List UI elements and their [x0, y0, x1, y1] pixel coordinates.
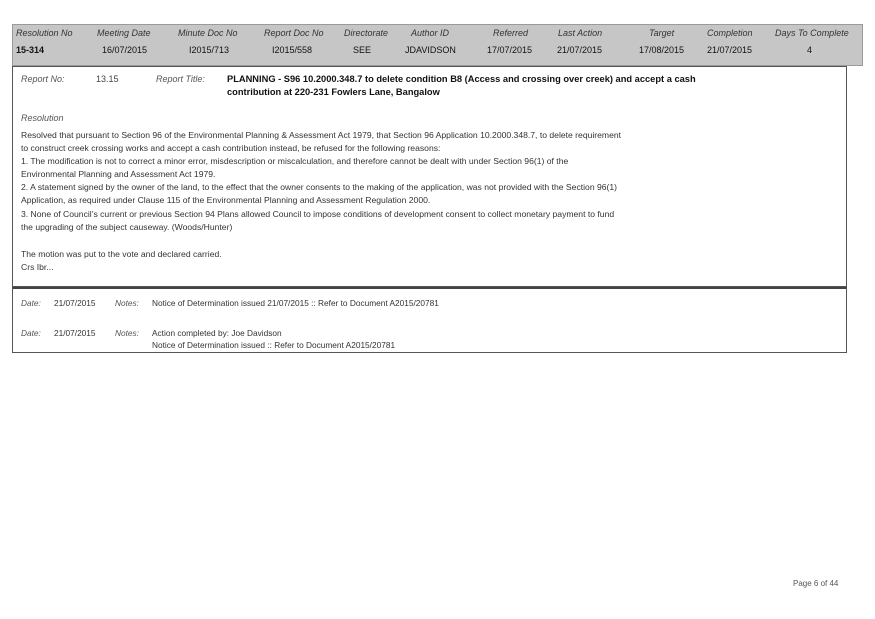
col-minute-doc-header: Minute Doc No	[178, 28, 238, 38]
resolution-line: Environmental Planning and Assessment Act 1979.	[21, 169, 216, 180]
target-value: 17/08/2015	[639, 45, 685, 55]
note-text: Action completed by: Joe Davidson	[152, 328, 282, 338]
completion-value: 21/07/2015	[707, 45, 753, 55]
col-resolution-no-header: Resolution No	[16, 28, 73, 38]
note-notes-label: Notes:	[115, 298, 139, 308]
report-title-label: Report Title:	[156, 74, 205, 84]
resolution-no-value: 15-314	[16, 45, 45, 55]
vote-line: Crs Ibr...	[21, 262, 54, 273]
days-to-complete-value: 4	[807, 45, 813, 55]
vote-text	[21, 248, 222, 274]
col-author-id-header: Author ID	[411, 28, 450, 38]
report-title-line-2: contribution at 220-231 Fowlers Lane, Bangalow	[227, 87, 440, 97]
directorate-value: SEE	[353, 45, 372, 55]
vote-line: The motion was put to the vote and declared carried.	[21, 249, 222, 259]
note-date-label: Date:	[21, 328, 41, 338]
note-date: 21/07/2015	[54, 328, 96, 338]
note-text: Notice of Determination issued 21/07/2015 :: Refer to Document A2015/20781	[152, 298, 439, 308]
action-notes-section	[12, 287, 847, 353]
minute-doc-value: I2015/713	[189, 45, 230, 55]
note-text: Notice of Determination issued :: Refer to Document A2015/20781	[152, 340, 396, 350]
report-no-value: 13.15	[96, 74, 119, 84]
resolution-line: 1. The modification is not to correct a minor error, misdescription or miscalculation, and therefore cannot be dealt with under Section 96(1) of the	[21, 156, 569, 167]
resolution-line: the upgrading of the subject causeway. (Woods/Hunter)	[21, 221, 233, 232]
col-days-to-complete-header: Days To Complete	[775, 28, 849, 38]
report-section	[12, 66, 847, 287]
resolution-line: Application, as required under Clause 115 of the Environmental Planning and Assessment Regulation 2000.	[21, 195, 431, 206]
referred-value: 17/07/2015	[487, 45, 533, 55]
last-action-value: 21/07/2015	[557, 45, 603, 55]
summary-header	[12, 24, 863, 66]
col-referred-header: Referred	[493, 28, 529, 38]
col-directorate-header: Directorate	[344, 28, 389, 38]
resolution-line: Resolved that pursuant to Section 96 of the Environmental Planning & Assessment Act 1979, that Section 96 Application 10.2000.348.7, to delete requirement	[21, 130, 622, 140]
note-date-label: Date:	[21, 298, 41, 308]
report-title-line-1: PLANNING - S96 10.2000.348.7 to delete condition B8 (Access and crossing over creek) and accept a cash	[227, 74, 696, 84]
note-date: 21/07/2015	[54, 298, 96, 308]
report-title	[227, 73, 696, 99]
resolution-line: 3. None of Council’s current or previous Section 94 Plans allowed Council to impose conditions of development consent to collect monetary payment to fund	[21, 208, 615, 219]
report-doc-value: I2015/558	[272, 45, 313, 55]
meeting-date-value: 16/07/2015	[102, 45, 148, 55]
resolution-line: 2. A statement signed by the owner of the land, to the effect that the owner consents to the making of the application, was not provided with the Section 96(1)	[21, 182, 618, 193]
note-notes-label: Notes:	[115, 328, 139, 338]
page-number: Page 6 of 44	[793, 579, 839, 588]
col-last-action-header: Last Action	[558, 28, 603, 38]
resolution-line: to construct creek crossing works and accept a cash contribution instead, be refused for the following reasons:	[21, 143, 441, 154]
resolution-heading: Resolution	[21, 113, 64, 123]
col-completion-header: Completion	[707, 28, 753, 38]
resolution-text	[21, 129, 621, 234]
col-meeting-date-header: Meeting Date	[97, 28, 151, 38]
report-no-label: Report No:	[21, 74, 65, 84]
author-id-value: JDAVIDSON	[405, 45, 456, 55]
col-report-doc-header: Report Doc No	[264, 28, 324, 38]
col-target-header: Target	[649, 28, 675, 38]
